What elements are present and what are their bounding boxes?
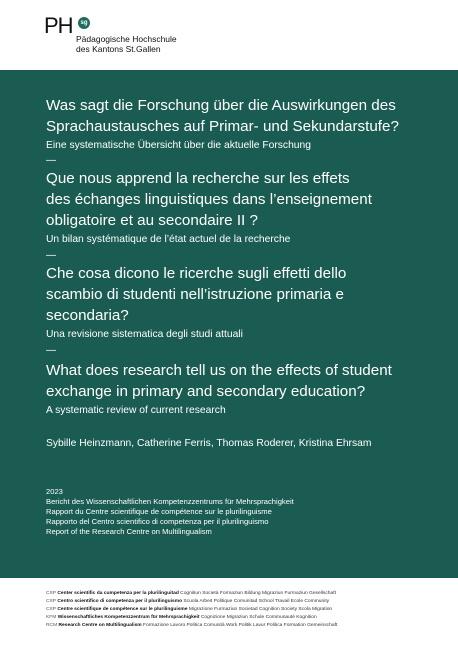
separator: — bbox=[46, 155, 56, 166]
footer-centre-name: Center scientific da cumpetenza per la plurilinguitad bbox=[57, 591, 179, 596]
subtitle-de: Eine systematische Übersicht über die aktuelle Forschung bbox=[46, 140, 311, 151]
title-block-de bbox=[46, 95, 426, 152]
footer-row bbox=[46, 615, 317, 621]
separator: — bbox=[46, 250, 56, 261]
header bbox=[0, 0, 458, 70]
report-line-it: Rapporto del Centro scientifico di competenza per il plurilinguismo bbox=[46, 517, 269, 526]
footer-keywords: Cognizione Migraziun Schule Communauté Kognition bbox=[200, 615, 317, 620]
title-it bbox=[46, 263, 426, 326]
logo-mark: PH bbox=[44, 13, 73, 38]
title-de bbox=[46, 95, 426, 137]
footer-centre-name: Centro scientifico di competenza per il plurilinguismo bbox=[57, 599, 183, 604]
authors: Sybille Heinzmann, Catherine Ferris, Thomas Roderer, Kristina Ehrsam bbox=[46, 438, 372, 449]
title-line: exchange in primary and secondary education? bbox=[46, 383, 366, 400]
title-line: What does research tell us on the effects of student bbox=[46, 362, 392, 379]
footer-keywords: Formazione Lavoro Politica Comunità Work Politik Lavur Politica Formation Gemeinschaft bbox=[143, 623, 338, 628]
title-en bbox=[46, 360, 426, 402]
subtitle-en: A systematic review of current research bbox=[46, 405, 226, 416]
report-line-en: Report of the Research Centre on Multilingualism bbox=[46, 527, 212, 536]
cover-panel bbox=[0, 70, 458, 578]
footer-code: KFM bbox=[46, 615, 57, 620]
report-line-fr: Rapport du Centre scientifique de compétence sur le plurilinguisme bbox=[46, 507, 272, 516]
title-block-it bbox=[46, 263, 426, 341]
footer bbox=[0, 578, 458, 650]
subtitle-fr: Un bilan systématique de l’état actuel de la recherche bbox=[46, 234, 291, 245]
title-line: scambio di studenti nell’istruzione primaria e bbox=[46, 286, 344, 303]
title-line: obligatoire et au secondaire II ? bbox=[46, 212, 258, 229]
title-line: Che cosa dicono le ricerche sugli effetti dello bbox=[46, 265, 347, 282]
title-line: Was sagt die Forschung über die Auswirkungen des bbox=[46, 97, 396, 114]
footer-row bbox=[46, 623, 337, 629]
footer-row bbox=[46, 591, 336, 597]
title-block-fr bbox=[46, 168, 426, 246]
footer-centre-name: Centre scientifique de compétence sur le plurilinguisme bbox=[57, 607, 188, 612]
footer-code: RCM bbox=[46, 623, 58, 628]
footer-keywords: Cognitiun Società Formaziun Bildung Migraziun Furmaziun Gesellschaft bbox=[180, 591, 336, 596]
title-line: Sprachaustausches auf Primar- und Sekundarstufe? bbox=[46, 118, 399, 135]
logo-text-line-1: Pädagogische Hochschule bbox=[76, 34, 177, 44]
footer-keywords: Migrazione Furmaziun Societad Cognition Society Scola Migration bbox=[188, 607, 333, 612]
subtitle-it: Una revisione sistematica degli studi attuali bbox=[46, 329, 243, 340]
footer-code: CSP bbox=[46, 591, 56, 596]
footer-centre-name: Research Centre on Multilingualism bbox=[58, 623, 142, 628]
logo-text-line-2: des Kantons St.Gallen bbox=[76, 44, 161, 54]
publication-year: 2023 bbox=[46, 487, 63, 496]
footer-centre-name: Wissenschaftliches Kompetenzzentrum für Mehrsprachigkeit bbox=[57, 615, 200, 620]
logo-badge: sg bbox=[78, 17, 90, 29]
footer-code: CSP bbox=[46, 607, 56, 612]
footer-row bbox=[46, 599, 329, 605]
title-fr bbox=[46, 168, 426, 231]
footer-code: CSP bbox=[46, 599, 56, 604]
footer-row bbox=[46, 607, 332, 613]
title-line: secondaria? bbox=[46, 307, 129, 324]
title-line: Que nous apprend la recherche sur les effets bbox=[46, 170, 350, 187]
separator: — bbox=[46, 345, 56, 356]
footer-keywords: Scuola Arbeit Politique Comunitad School Travail Ecole Community bbox=[183, 599, 330, 604]
title-block-en bbox=[46, 360, 426, 417]
title-line: des échanges linguistiques dans l’enseignement bbox=[46, 191, 372, 208]
report-line-de: Bericht des Wissenschaftlichen Kompetenzzentrums für Mehrsprachigkeit bbox=[46, 497, 294, 506]
